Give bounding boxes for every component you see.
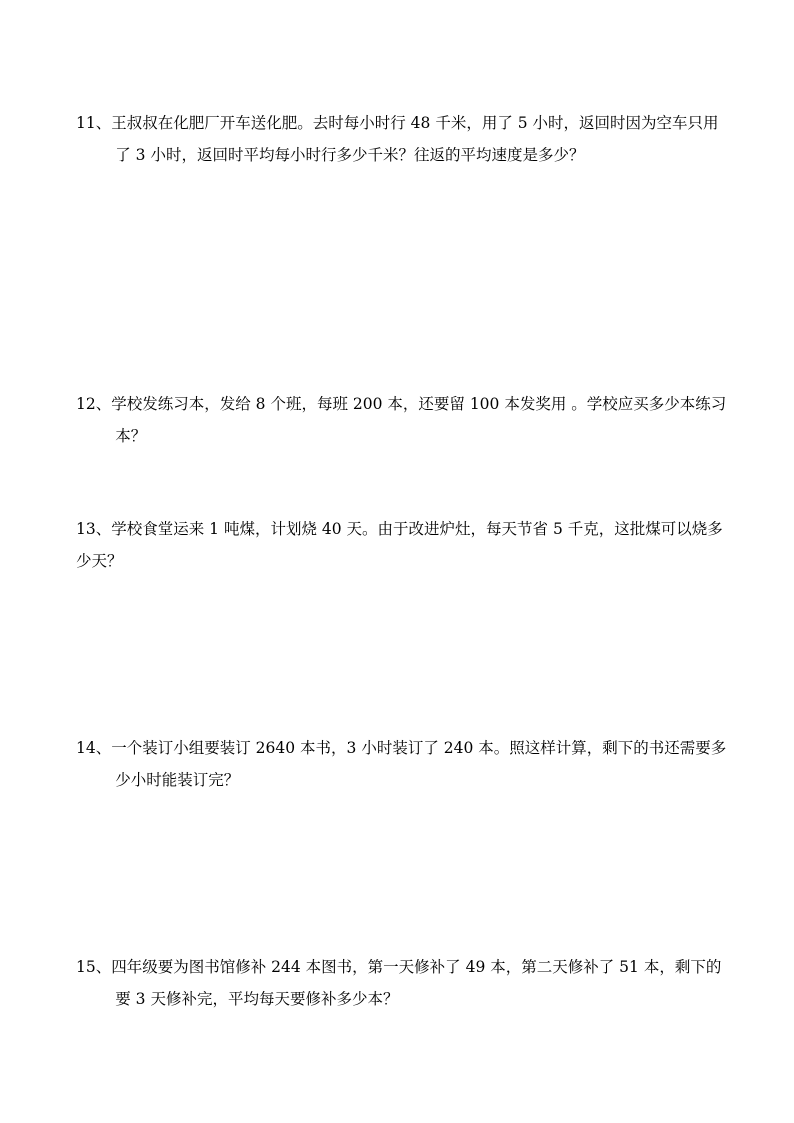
problem-text: 学校食堂运来 1 吨煤，计划烧 40 天。由于改进炉灶，每天节省 5 千克，这批煤可以烧多 bbox=[111, 520, 723, 538]
problem-text: 王叔叔在化肥厂开车送化肥。去时每小时行 48 千米，用了 5 小时，返回时因为空车只用 bbox=[111, 114, 719, 132]
problem-text: 一个装订小组要装订 2640 本书，3 小时装订了 240 本。照这样计算，剩下的书还需要多 bbox=[111, 739, 727, 757]
problem-number: 15、 bbox=[76, 958, 112, 976]
problem-continuation-line bbox=[76, 983, 726, 1015]
problem-number: 14、 bbox=[76, 739, 112, 757]
problem-first-line bbox=[76, 388, 726, 420]
problem-first-line bbox=[76, 107, 726, 139]
problem-14 bbox=[76, 732, 726, 796]
problem-text: 学校发练习本，发给 8 个班，每班 200 本，还要留 100 本发奖用 。学校应买多少本练习 bbox=[111, 395, 727, 413]
problem-continuation-line bbox=[76, 764, 726, 796]
problem-11 bbox=[76, 107, 726, 171]
problem-13 bbox=[76, 513, 726, 577]
problem-text: 本？ bbox=[115, 427, 147, 445]
problem-text: 少天？ bbox=[76, 552, 123, 570]
problem-continuation-line bbox=[76, 139, 726, 171]
problem-number: 12、 bbox=[76, 395, 112, 413]
problem-continuation-line bbox=[76, 545, 726, 577]
problem-number: 13、 bbox=[76, 520, 112, 538]
problem-first-line bbox=[76, 513, 726, 545]
problem-first-line bbox=[76, 951, 726, 983]
problem-text: 了 3 小时，返回时平均每小时行多少千米？往返的平均速度是多少？ bbox=[115, 146, 585, 164]
problem-continuation-line bbox=[76, 420, 726, 452]
problem-15 bbox=[76, 951, 726, 1015]
problem-text: 四年级要为图书馆修补 244 本图书，第一天修补了 49 本，第二天修补了 51 本，剩下的 bbox=[111, 958, 722, 976]
problem-number: 11、 bbox=[76, 114, 112, 132]
problem-first-line bbox=[76, 732, 726, 764]
problem-text: 少小时能装订完？ bbox=[115, 771, 240, 789]
problem-12 bbox=[76, 388, 726, 452]
problem-text: 要 3 天修补完，平均每天要修补多少本？ bbox=[115, 990, 399, 1008]
